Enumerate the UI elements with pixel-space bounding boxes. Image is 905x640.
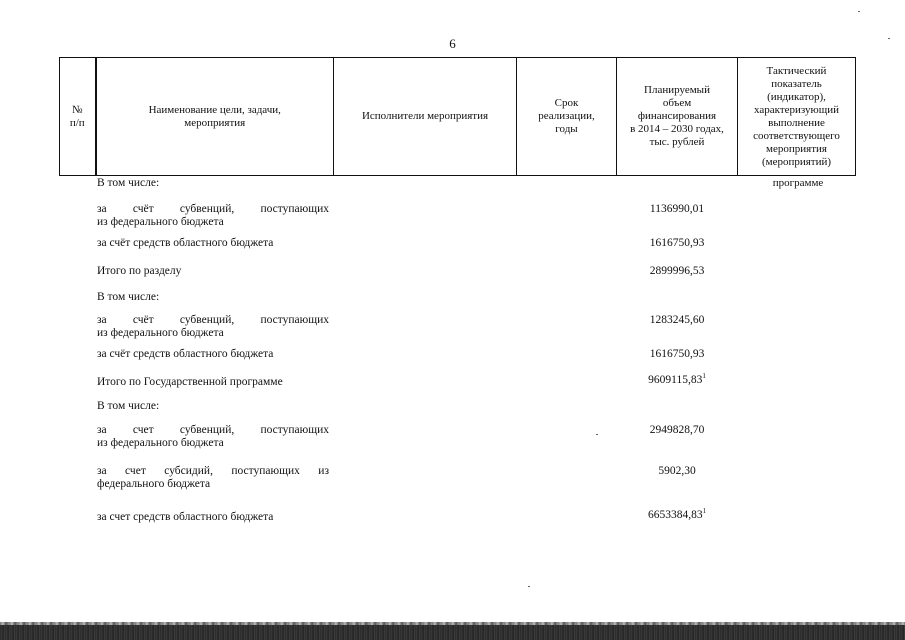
- footnote-marker: 1: [702, 507, 707, 515]
- row-label: [97, 314, 329, 340]
- row-label: за счёт средств областного бюджета: [97, 348, 274, 360]
- row-label-line: за счет субвенций, поступающих: [97, 424, 329, 436]
- scan-speck: [596, 434, 598, 435]
- indicator-carryover-text: программе: [772, 177, 824, 189]
- header-number-label: № п/п: [69, 103, 85, 129]
- row-label: Итого по разделу: [97, 265, 182, 277]
- row-label: В том числе:: [97, 291, 160, 303]
- scan-speck: [888, 38, 890, 39]
- row-label: за счет средств областного бюджета: [97, 511, 274, 523]
- row-value: 2949828,70: [649, 424, 705, 436]
- header-name-label: Наименование цели, задачи, мероприятия: [148, 103, 281, 129]
- scan-speck: [528, 586, 530, 587]
- row-value: [617, 374, 737, 387]
- row-label: за счёт средств областного бюджета: [97, 237, 274, 249]
- row-label-line: за счет субсидий, поступающих из: [97, 465, 329, 477]
- row-value: 1283245,60: [649, 314, 705, 326]
- row-label: Итого по Государственной программе: [97, 376, 283, 388]
- header-indicator-label: Тактический показатель (индикатор), характеризующий выполнение соответствующего мероприятия (мероприятий): [753, 64, 840, 168]
- header-funding-label: Планируемый объем финансирования в 2014 – 2030 годах, тыс. рублей: [630, 84, 724, 148]
- row-value: 5902,30: [658, 465, 696, 477]
- row-label-line: за счёт субвенций, поступающих: [97, 314, 329, 326]
- row-label-line: из федерального бюджета: [97, 327, 224, 339]
- row-label: В том числе:: [97, 177, 160, 189]
- row-value-number: 9609115,83: [648, 374, 703, 386]
- row-label-line: из федерального бюджета: [97, 216, 224, 228]
- row-label: В том числе:: [97, 400, 160, 412]
- row-label-line: за счёт субвенций, поступающих: [97, 203, 329, 215]
- row-value: 1616750,93: [649, 237, 705, 249]
- footnote-marker: 1: [702, 372, 706, 380]
- row-label: [97, 424, 329, 450]
- row-value: 1616750,93: [649, 348, 705, 360]
- scan-edge-band: [0, 622, 905, 640]
- row-label: [97, 465, 329, 491]
- row-label-line: федерального бюджета: [97, 478, 211, 490]
- row-label-line: из федерального бюджета: [97, 437, 224, 449]
- row-value-number: 6653384,83: [647, 509, 703, 521]
- header-executors-label: Исполнители мероприятия: [361, 110, 489, 122]
- header-period-label: Срок реализации, годы: [538, 97, 595, 135]
- row-value: 2899996,53: [649, 265, 705, 277]
- row-label: [97, 203, 329, 229]
- scan-speck: [858, 11, 860, 12]
- row-value: 1136990,01: [649, 203, 705, 215]
- page-number: 6: [449, 36, 456, 51]
- row-value: [617, 509, 737, 522]
